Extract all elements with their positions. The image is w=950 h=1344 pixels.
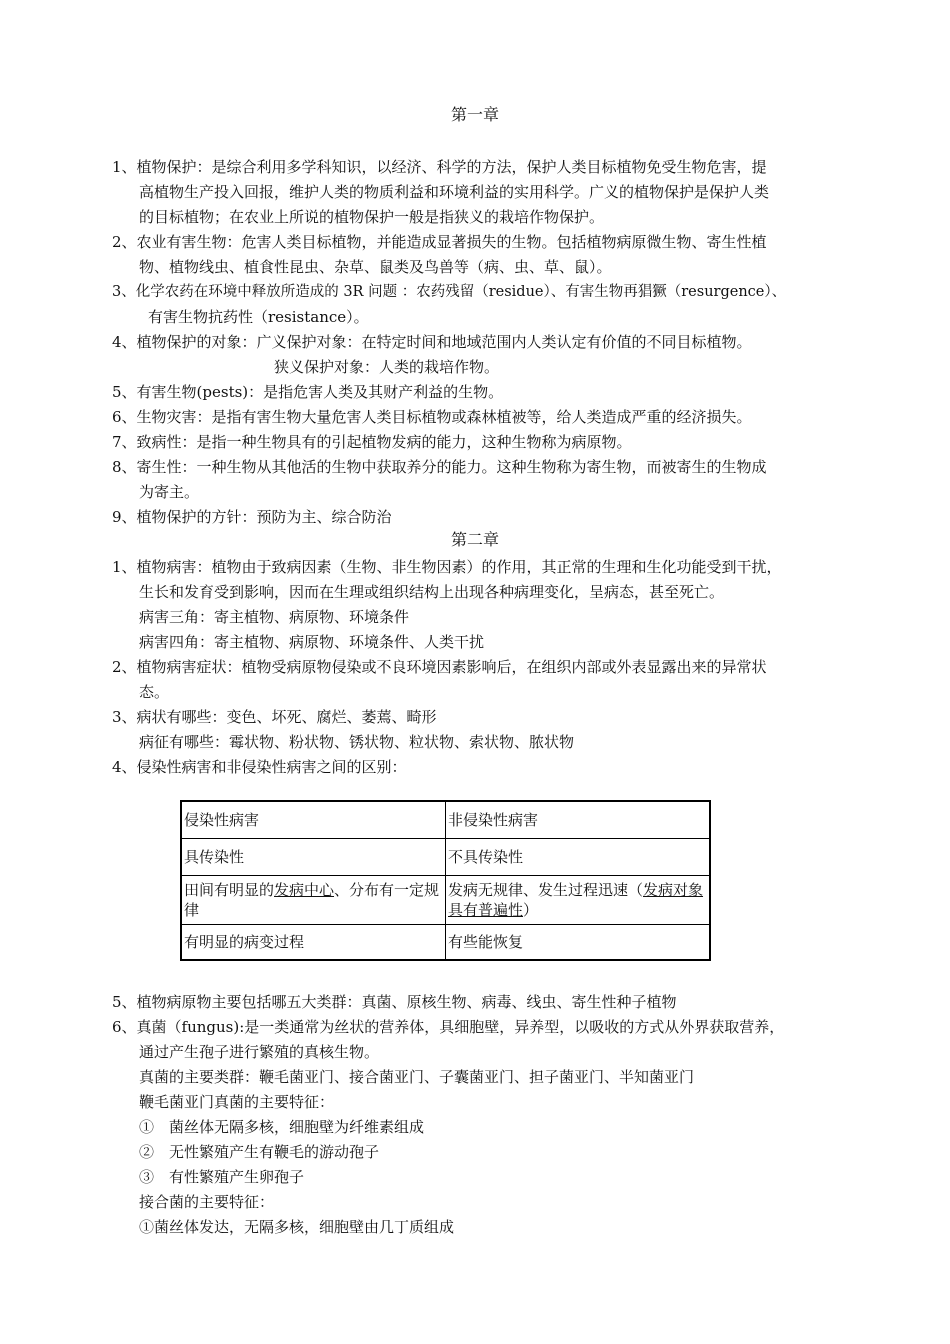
c2-after-line-2: 6、真菌（fungus):是一类通常为丝状的营养体，具细胞壁，异养型，以吸收的方式从外界获取营养，: [112, 1018, 785, 1036]
table-row: [181, 801, 710, 839]
underlined-text: 发病中心: [274, 881, 335, 899]
table-cell: 不具传染性: [446, 839, 711, 876]
table-cell: 具传染性: [181, 839, 446, 876]
c1-line-1: 1、植物保护：是综合利用多学科知识，以经济、科学的方法，保护人类目标植物免受生物危害，提: [112, 158, 767, 176]
c1-line-11: 6、生物灾害：是指有害生物大量危害人类目标植物或森林植被等，给人类造成严重的经济损失。: [112, 408, 752, 426]
c1-line-13: 8、寄生性：一种生物从其他活的生物中获取养分的能力。这种生物称为寄生物，而被寄生的生物成: [112, 458, 767, 476]
table-row: [181, 925, 710, 961]
c2-after-line-6: ① 菌丝体无隔多核，细胞壁为纤维素组成: [139, 1118, 425, 1136]
c2-line-8: 病征有哪些：霉状物、粉状物、锈状物、粒状物、索状物、脓状物: [139, 733, 575, 751]
cell-text: 、分布有一定规律: [184, 881, 440, 919]
table-header-infectious: 侵染性病害: [181, 801, 446, 839]
c2-line-2: 生长和发育受到影响，因而在生理或组织结构上出现各种病理变化，呈病态，甚至死亡。: [139, 583, 725, 601]
table-cell: 有些能恢复: [446, 925, 711, 961]
c2-line-5: 2、植物病害症状：植物受病原物侵染或不良环境因素影响后，在组织内部或外表显露出来的异常状: [112, 658, 767, 676]
c2-after-line-8: ③ 有性繁殖产生卵孢子: [139, 1168, 305, 1186]
c2-after-line-1: 5、植物病原物主要包括哪五大类群：真菌、原核生物、病毒、线虫、寄生性种子植物: [112, 993, 677, 1011]
c1-line-9: 狭义保护对象：人类的栽培作物。: [274, 358, 500, 376]
c1-line-14: 为寄主。: [139, 483, 200, 501]
comparison-table: [180, 800, 711, 961]
underlined-text: 发病对象具有普遍性: [448, 881, 704, 919]
c2-line-3: 病害三角：寄主植物、病原物、环境条件: [139, 608, 410, 626]
c1-line-5: 物、植物线虫、植食性昆虫、杂草、鼠类及鸟兽等（病、虫、草、鼠）。: [139, 258, 612, 276]
table-row: [181, 876, 710, 925]
c2-after-line-7: ② 无性繁殖产生有鞭毛的游动孢子: [139, 1143, 380, 1161]
c1-line-12: 7、致病性：是指一种生物具有的引起植物发病的能力，这种生物称为病原物。: [112, 433, 632, 451]
c2-line-9: 4、侵染性病害和非侵染性病害之间的区别：: [112, 758, 407, 776]
c1-line-6: 3、化学农药在环境中释放所造成的 3R 问题 ：农药残留（residue）、有害生物再猖獗（resurgence）、: [112, 284, 787, 300]
cell-text: ）: [523, 901, 539, 919]
c2-line-7: 3、病状有哪些：变色、坏死、腐烂、萎蔫、畸形: [112, 708, 437, 726]
c2-after-line-5: 鞭毛菌亚门真菌的主要特征：: [139, 1093, 335, 1111]
c1-line-8: 4、植物保护的对象：广义保护对象：在特定时间和地域范围内人类认定有价值的不同目标植物。: [112, 333, 752, 351]
c1-line-7: 有害生物抗药性（resistance）。: [148, 308, 369, 326]
c2-line-1: 1、植物病害：植物由于致病因素（生物、非生物因素）的作用，其正常的生理和生化功能受到干扰，: [112, 558, 782, 576]
c1-line-15: 9、植物保护的方针：预防为主、综合防治: [112, 508, 392, 526]
c2-after-line-4: 真菌的主要类群：鞭毛菌亚门、接合菌亚门、子囊菌亚门、担子菌亚门、半知菌亚门: [139, 1068, 695, 1086]
c1-line-3: 的目标植物；在农业上所说的植物保护一般是指狭义的栽培作物保护。: [139, 208, 605, 226]
c2-after-line-9: 接合菌的主要特征：: [139, 1193, 275, 1211]
c2-line-4: 病害四角：寄主植物、病原物、环境条件、人类干扰: [139, 633, 485, 651]
cell-text: 发病无规律、发生过程迅速（: [448, 881, 644, 899]
chapter-2-title: 第二章: [450, 530, 499, 549]
c1-line-10: 5、有害生物(pests)：是指危害人类及其财产利益的生物。: [112, 383, 504, 401]
table-header-noninfectious: 非侵染性病害: [446, 801, 711, 839]
chapter-1-title: 第一章: [450, 105, 499, 124]
table-cell: [446, 876, 711, 925]
table-cell: [181, 876, 446, 925]
c1-line-2: 高植物生产投入回报，维护人类的物质利益和环境利益的实用科学。广义的植物保护是保护人类: [139, 183, 770, 201]
c2-line-6: 态。: [139, 683, 170, 701]
table-cell: 有明显的病变过程: [181, 925, 446, 961]
table-row: [181, 839, 710, 876]
c1-line-4: 2、农业有害生物：危害人类目标植物，并能造成显著损失的生物。包括植物病原微生物、寄生性植: [112, 233, 767, 251]
c2-after-line-10: ①菌丝体发达，无隔多核，细胞壁由几丁质组成: [139, 1218, 455, 1236]
c2-after-line-3: 通过产生孢子进行繁殖的真核生物。: [139, 1043, 380, 1061]
cell-text: 田间有明显的: [184, 881, 275, 899]
